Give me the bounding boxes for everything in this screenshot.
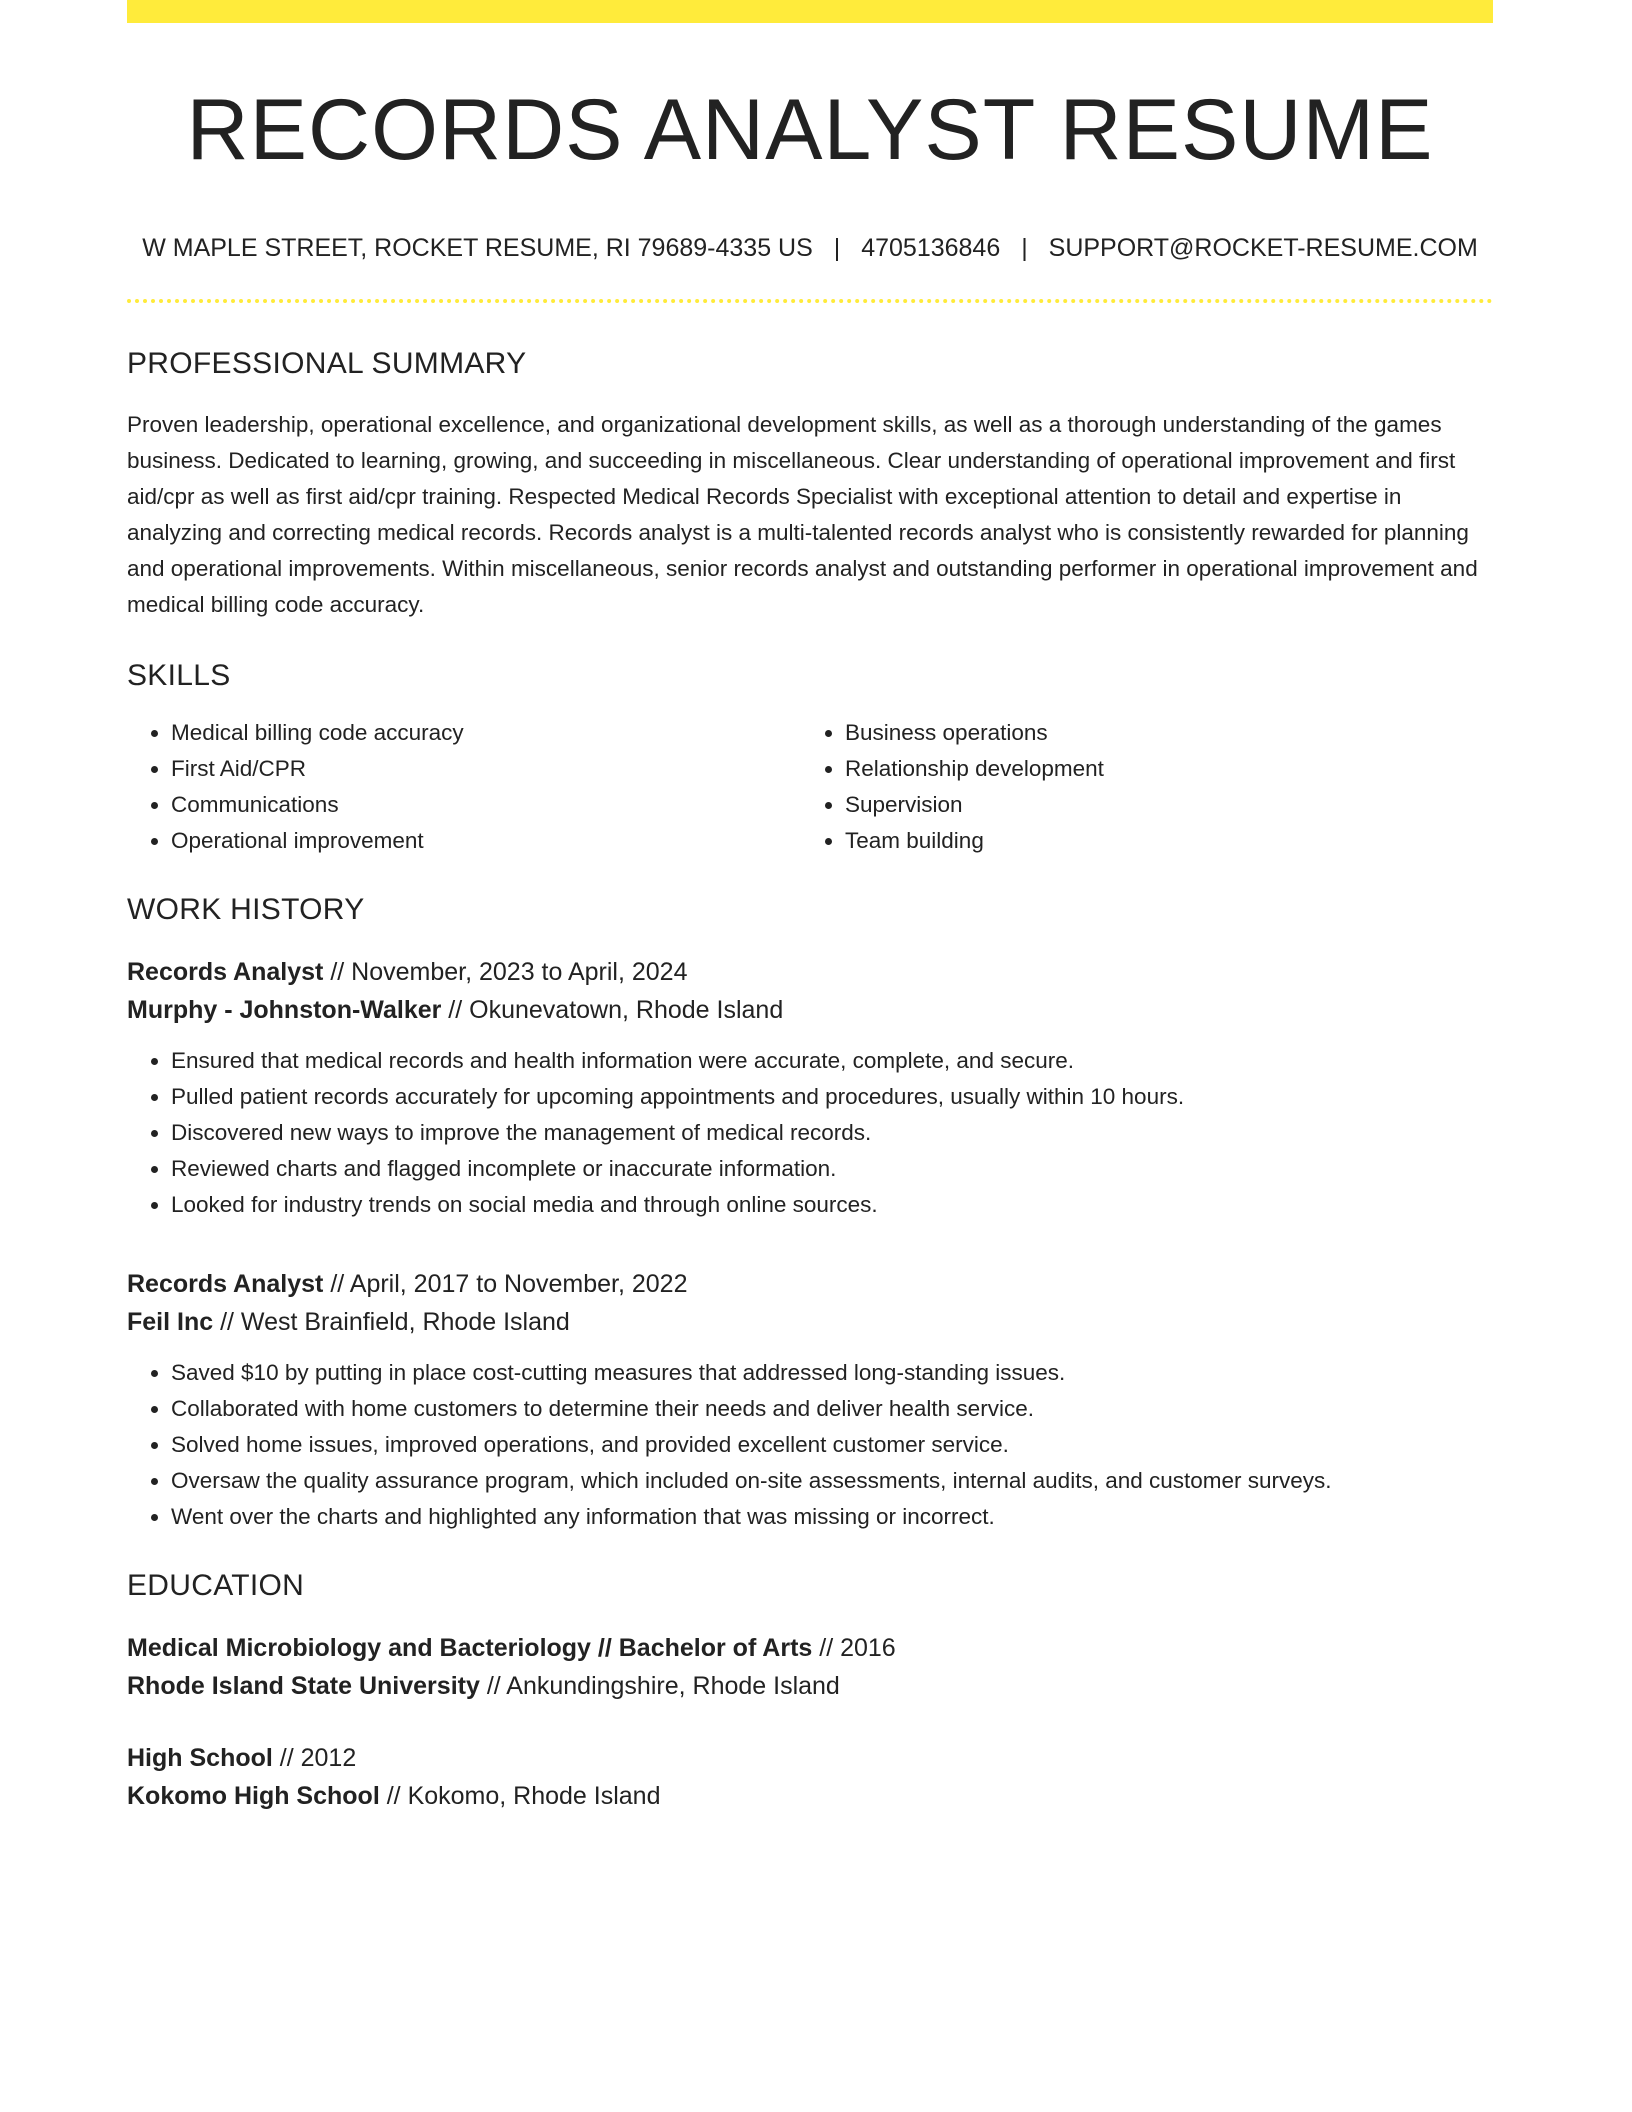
skill-item: • Operational improvement (171, 823, 801, 859)
accent-top-bar (127, 0, 1493, 23)
education-school-line (127, 1667, 1493, 1705)
job-role-line (127, 953, 1493, 991)
job-bullets (127, 1043, 1493, 1223)
job-bullet: • Pulled patient records accurately for upcoming appointments and procedures, usually within 10 hours. (171, 1079, 1493, 1115)
skill-item: • Medical billing code accuracy (171, 715, 801, 751)
job-bullet: • Ensured that medical records and health information were accurate, complete, and secure. (171, 1043, 1493, 1079)
job-bullet: • Went over the charts and highlighted any information that was missing or incorrect. (171, 1499, 1493, 1535)
education-year: // 2016 (812, 1633, 896, 1662)
job-bullet: • Oversaw the quality assurance program, which included on-site assessments, internal audits, and customer surveys. (171, 1463, 1493, 1499)
job-company-line (127, 1303, 1493, 1341)
education-location: // Ankundingshire, Rhode Island (479, 1671, 840, 1700)
education-degree: High School (127, 1743, 273, 1772)
contact-phone: 4705136846 (861, 233, 1001, 262)
job-dates: // April, 2017 to November, 2022 (323, 1269, 688, 1298)
education-location: // Kokomo, Rhode Island (379, 1781, 661, 1810)
job-role: Records Analyst (127, 957, 324, 986)
education-school-line (127, 1777, 1493, 1815)
job-entry (127, 953, 1493, 1223)
resume-title: RECORDS ANALYST RESUME (186, 82, 1434, 178)
job-role: Records Analyst (127, 1269, 324, 1298)
skills-list (127, 715, 1493, 859)
summary-text: Proven leadership, operational excellence, and organizational development skills, as well as a thorough understanding of the games business. Dedicated to learning, growing, and succeeding in miscellaneous. Clear understanding of operational improvement and first aid/cpr as well as first aid/cpr training. Respected Medical Records Specialist with exceptional attention to detail and expertise in analyzing and correcting medical records. Records analyst is a multi-talented records analyst who is consistently rewarded for planning and operational improvements. Within miscellaneous, senior records analyst and outstanding performer in operational improvement and medical billing code accuracy. (127, 411, 1478, 617)
skill-item: • Supervision (845, 787, 1475, 823)
skills-heading: SKILLS (127, 658, 231, 692)
resume-page (127, 0, 1493, 1815)
job-company-line (127, 991, 1493, 1029)
job-bullet: • Solved home issues, improved operations, and provided excellent customer service. (171, 1427, 1493, 1463)
contact-line (127, 233, 1493, 263)
header-divider (127, 299, 1493, 303)
skill-item: • Communications (171, 787, 801, 823)
education-school: Rhode Island State University (127, 1671, 480, 1700)
job-role-line (127, 1265, 1493, 1303)
contact-separator: | (833, 233, 841, 262)
education-degree: Medical Microbiology and Bacteriology // Bachelor of Arts (127, 1633, 813, 1662)
job-bullet: • Looked for industry trends on social media and through online sources. (171, 1187, 1493, 1223)
education-entry (127, 1629, 1493, 1705)
education-degree-line (127, 1739, 1493, 1777)
education-year: // 2012 (272, 1743, 357, 1772)
job-bullets (127, 1355, 1493, 1535)
job-company: Murphy - Johnston-Walker (127, 995, 442, 1024)
education-heading: EDUCATION (127, 1568, 305, 1602)
job-entry (127, 1265, 1493, 1535)
job-company: Feil Inc (127, 1307, 214, 1336)
job-bullet: • Collaborated with home customers to determine their needs and deliver health service. (171, 1391, 1493, 1427)
job-bullet: • Saved $10 by putting in place cost-cutting measures that addressed long-standing issues. (171, 1355, 1493, 1391)
work-history-heading: WORK HISTORY (127, 892, 365, 926)
skills-column-right (801, 715, 1475, 859)
contact-separator: | (1021, 233, 1028, 262)
contact-address: W MAPLE STREET, ROCKET RESUME, RI 79689-4335 US (142, 233, 813, 262)
education-entry (127, 1739, 1493, 1815)
job-location: // West Brainfield, Rhode Island (213, 1307, 570, 1336)
skills-column-left (127, 715, 801, 859)
summary-heading: PROFESSIONAL SUMMARY (127, 346, 527, 380)
skill-item: • First Aid/CPR (171, 751, 801, 787)
education-school: Kokomo High School (127, 1781, 380, 1810)
job-location: // Okunevatown, Rhode Island (441, 995, 784, 1024)
job-bullet: • Discovered new ways to improve the management of medical records. (171, 1115, 1493, 1151)
skill-item: • Relationship development (845, 751, 1475, 787)
job-bullet: • Reviewed charts and flagged incomplete or inaccurate information. (171, 1151, 1493, 1187)
education-degree-line (127, 1629, 1493, 1667)
job-dates: // November, 2023 to April, 2024 (323, 957, 688, 986)
skill-item: • Team building (845, 823, 1475, 859)
contact-email[interactable]: SUPPORT@ROCKET-RESUME.COM (1048, 233, 1478, 262)
skill-item: • Business operations (845, 715, 1475, 751)
